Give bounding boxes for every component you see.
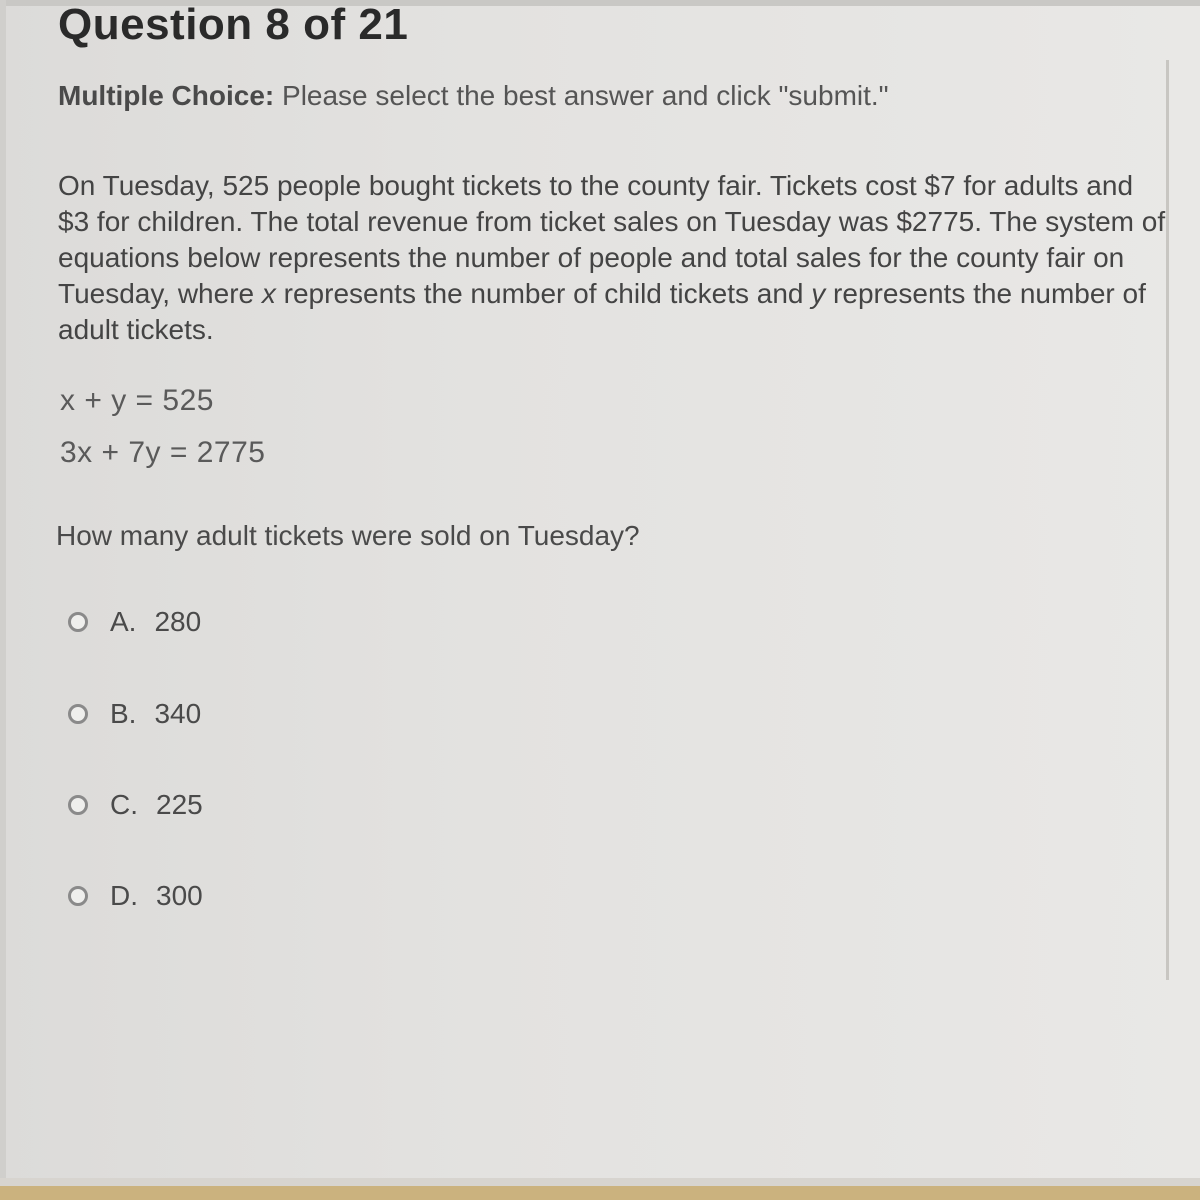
choice-a[interactable] bbox=[68, 606, 201, 638]
choice-a-letter: A. bbox=[110, 606, 137, 637]
radio-button-b[interactable] bbox=[68, 704, 88, 724]
choice-d[interactable] bbox=[68, 880, 203, 912]
choice-c-value: 225 bbox=[156, 789, 203, 820]
radio-button-c[interactable] bbox=[68, 795, 88, 815]
instructions-lead: Multiple Choice: bbox=[58, 80, 275, 111]
prompt-part-1: On Tuesday, 525 people bought tickets to the county fair. Tickets cost $7 for adults and $3 for children. The total revenue from ticket sales on Tuesday was $2775. The system of equations below represents the number of people and total sales for the county fair on Tuesday, where bbox=[58, 170, 1166, 309]
prompt-variable-y: y bbox=[811, 278, 826, 309]
instructions bbox=[58, 80, 889, 112]
question-prompt bbox=[58, 168, 1168, 348]
instructions-text: Please select the best answer and click "submit." bbox=[274, 80, 889, 111]
choice-c[interactable] bbox=[68, 789, 203, 821]
radio-button-d[interactable] bbox=[68, 886, 88, 906]
radio-button-a[interactable] bbox=[68, 612, 88, 632]
choice-d-letter: D. bbox=[110, 880, 138, 911]
bottom-frame bbox=[0, 1186, 1200, 1200]
choice-a-value: 280 bbox=[154, 606, 202, 637]
choice-b-letter: B. bbox=[110, 698, 137, 729]
equation-2: 3x + 7y = 2775 bbox=[60, 436, 266, 469]
prompt-part-2: represents the number of child tickets and bbox=[275, 278, 812, 309]
prompt-variable-x: x bbox=[261, 278, 276, 309]
equation-1: x + y = 525 bbox=[60, 384, 214, 417]
choice-c-letter: C. bbox=[110, 789, 138, 820]
choice-b-value: 340 bbox=[154, 698, 202, 729]
question-text: How many adult tickets were sold on Tuesday? bbox=[56, 520, 640, 551]
choice-d-value: 300 bbox=[156, 880, 203, 911]
prompt-part-3: represents the number of adult tickets. bbox=[58, 278, 1146, 345]
left-border bbox=[0, 0, 6, 1200]
bottom-divider bbox=[0, 1178, 1200, 1186]
choice-b[interactable] bbox=[68, 698, 201, 730]
question-header: Question 8 of 21 bbox=[58, 0, 409, 49]
